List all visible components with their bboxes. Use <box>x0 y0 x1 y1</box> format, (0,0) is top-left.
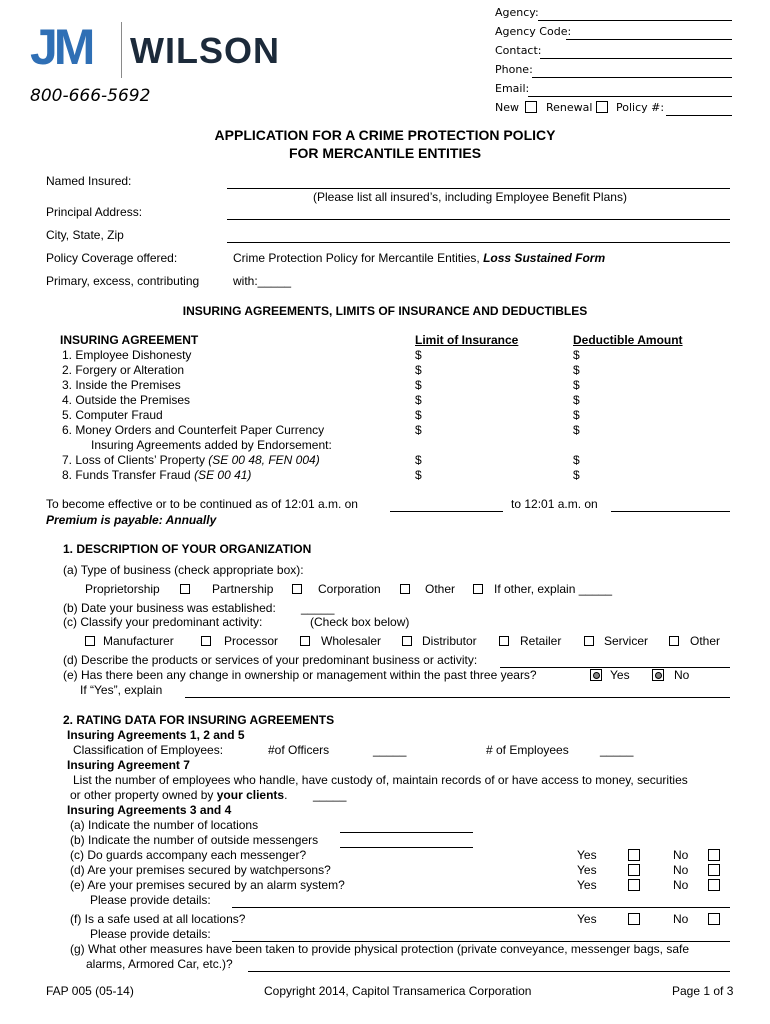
question-d-yes-label: Yes <box>577 863 597 877</box>
question-g-field[interactable] <box>248 971 730 972</box>
question-e-yes-checkbox[interactable] <box>628 879 640 891</box>
question-e-no-checkbox[interactable] <box>708 879 720 891</box>
new-checkbox[interactable] <box>525 101 537 113</box>
activity-other-checkbox[interactable] <box>669 636 679 646</box>
agreement-item-1: 1. Employee Dishonesty <box>62 348 192 362</box>
principal-address-field[interactable] <box>227 219 730 220</box>
new-label: New <box>495 101 519 114</box>
phone-label: Phone: <box>495 63 533 76</box>
footer-copyright: Copyright 2014, Capitol Transamerica Corporation <box>264 984 532 998</box>
agreement-item-3: 3. Inside the Premises <box>62 378 181 392</box>
officers-label: #of Officers <box>268 743 330 757</box>
question-g-line2: alarms, Armored Car, etc.)? <box>86 957 233 971</box>
section2-title: 2. RATING DATA FOR INSURING AGREEMENTS <box>63 713 335 727</box>
deductible-4[interactable]: $ <box>573 393 580 407</box>
limit-7[interactable]: $ <box>415 453 422 467</box>
question-d-no-checkbox[interactable] <box>708 864 720 876</box>
ownership-change-no-checkbox[interactable] <box>652 669 664 681</box>
question-f-details-label: Please provide details: <box>90 927 211 941</box>
business-type-other-checkbox[interactable] <box>473 584 483 594</box>
limit-3[interactable]: $ <box>415 378 422 392</box>
limit-5[interactable]: $ <box>415 408 422 422</box>
form-title-line1: APPLICATION FOR A CRIME PROTECTION POLICY <box>214 127 556 143</box>
logo-divider <box>121 22 122 78</box>
city-state-zip-label: City, State, Zip <box>46 228 124 242</box>
locations-field[interactable] <box>340 832 473 833</box>
policy-number-field[interactable] <box>666 115 732 116</box>
activity-retailer-checkbox[interactable] <box>499 636 509 646</box>
ia-7-text-line1: List the number of employees who handle, have custody of, maintain records of or have access to money, securities <box>73 773 688 787</box>
endorsement-note: Insuring Agreements added by Endorsement: <box>91 438 332 452</box>
insuring-section-title: INSURING AGREEMENTS, LIMITS OF INSURANCE AND DEDUCTIBLES <box>182 304 588 318</box>
question-f-yes-label: Yes <box>577 912 597 926</box>
agency-label: Agency: <box>495 6 539 19</box>
renewal-label: Renewal <box>546 101 593 114</box>
question-f-no-label: No <box>673 912 689 926</box>
agency-field[interactable] <box>538 20 732 21</box>
if-yes-explain-label: If “Yes”, explain <box>80 683 163 697</box>
ia-7-employees-field[interactable]: _____ <box>313 788 347 802</box>
business-type-corporation-label: Corporation <box>318 582 381 596</box>
ownership-change-yes-checkbox[interactable] <box>590 669 602 681</box>
question-c-no-label: No <box>673 848 689 862</box>
renewal-checkbox[interactable] <box>596 101 608 113</box>
section1-e: (e) Has there been any change in ownership or management within the past three years? <box>63 668 537 682</box>
business-type-other-label: Other <box>425 582 456 596</box>
limit-8[interactable]: $ <box>415 468 422 482</box>
question-d: (d) Are your premises secured by watchpersons? <box>70 863 331 877</box>
logo-jm: JM <box>30 19 92 75</box>
question-e-no-label: No <box>673 878 689 892</box>
activity-wholesaler-label: Wholesaler <box>321 634 382 648</box>
ownership-change-no-label: No <box>674 668 690 682</box>
question-e-details-field[interactable] <box>232 907 730 908</box>
activity-processor-label: Processor <box>224 634 279 648</box>
ia-7-heading: Insuring Agreement 7 <box>67 758 190 772</box>
footer-form-code: FAP 005 (05-14) <box>46 984 134 998</box>
deductible-1[interactable]: $ <box>573 348 580 362</box>
phone-field[interactable] <box>532 77 732 78</box>
contact-label: Contact: <box>495 44 542 57</box>
form-title-line2: FOR MERCANTILE ENTITIES <box>288 145 482 161</box>
activity-manufacturer-checkbox[interactable] <box>85 636 95 646</box>
question-f: (f) Is a safe used at all locations? <box>70 912 246 926</box>
named-insured-field[interactable] <box>227 188 730 189</box>
question-e-yes-label: Yes <box>577 878 597 892</box>
section1-c: (c) Classify your predominant activity: <box>63 615 263 629</box>
question-g-line1: (g) What other measures have been taken to provide physical protection (private conveyance, messenger bags, safe <box>70 942 690 956</box>
classification-label: Classification of Employees: <box>73 743 224 757</box>
question-a: (a) Indicate the number of locations <box>70 818 259 832</box>
employees-field[interactable]: _____ <box>600 743 634 757</box>
email-label: Email: <box>495 82 530 95</box>
limit-2[interactable]: $ <box>415 363 422 377</box>
header-phone: 800-666-5692 <box>30 86 151 106</box>
agreement-item-8: 8. Funds Transfer Fraud (SE 00 41) <box>62 468 252 482</box>
limit-4[interactable]: $ <box>415 393 422 407</box>
primary-excess-value[interactable]: with:_____ <box>233 274 292 288</box>
employees-label: # of Employees <box>486 743 569 757</box>
agreement-item-6: 6. Money Orders and Counterfeit Paper Currency <box>62 423 325 437</box>
activity-wholesaler-checkbox[interactable] <box>300 636 310 646</box>
activity-servicer-checkbox[interactable] <box>584 636 594 646</box>
effective-from-field[interactable] <box>390 511 503 512</box>
question-e-details-label: Please provide details: <box>90 893 211 907</box>
ia-1-2-5-heading: Insuring Agreements 1, 2 and 5 <box>67 728 245 742</box>
activity-distributor-checkbox[interactable] <box>402 636 412 646</box>
business-type-other-explain[interactable]: If other, explain _____ <box>494 582 613 596</box>
effective-to-label: to 12:01 a.m. on <box>511 497 598 511</box>
primary-excess-label: Primary, excess, contributing <box>46 274 200 288</box>
limit-1[interactable]: $ <box>415 348 422 362</box>
logo-wilson: WILSON <box>130 30 280 71</box>
activity-other-label: Other <box>690 634 721 648</box>
question-c-yes-checkbox[interactable] <box>628 849 640 861</box>
business-type-partnership-checkbox[interactable] <box>292 584 302 594</box>
question-b: (b) Indicate the number of outside messengers <box>70 833 319 847</box>
limit-6[interactable]: $ <box>415 423 422 437</box>
business-type-corporation-checkbox[interactable] <box>400 584 410 594</box>
agreement-item-2: 2. Forgery or Alteration <box>62 363 185 377</box>
section1-c-note: (Check box below) <box>310 615 410 629</box>
city-state-zip-field[interactable] <box>227 242 730 243</box>
premium-payable: Premium is payable: Annually <box>46 513 217 527</box>
col-insuring-agreement: INSURING AGREEMENT <box>60 333 199 347</box>
date-established-field[interactable]: _____ <box>301 601 335 615</box>
section1-d: (d) Describe the products or services of your predominant business or activity: <box>63 653 478 667</box>
messengers-field[interactable] <box>340 847 473 848</box>
col-limit-of-insurance: Limit of Insurance <box>415 333 519 347</box>
agency-code-label: Agency Code: <box>495 25 572 38</box>
agreement-item-4: 4. Outside the Premises <box>62 393 191 407</box>
deductible-2[interactable]: $ <box>573 363 580 377</box>
deductible-6[interactable]: $ <box>573 423 580 437</box>
question-c-yes-label: Yes <box>577 848 597 862</box>
policy-coverage-label: Policy Coverage offered: <box>46 251 178 265</box>
question-c-no-checkbox[interactable] <box>708 849 720 861</box>
effective-to-field[interactable] <box>611 511 730 512</box>
deductible-8[interactable]: $ <box>573 468 580 482</box>
col-deductible-amount: Deductible Amount <box>573 333 683 347</box>
activity-servicer-label: Servicer <box>604 634 649 648</box>
named-insured-label: Named Insured: <box>46 174 132 188</box>
agency-code-field[interactable] <box>566 39 732 40</box>
question-c: (c) Do guards accompany each messenger? <box>70 848 307 862</box>
email-field[interactable] <box>528 96 732 97</box>
business-type-proprietorship-label: Proprietorship <box>85 582 160 596</box>
question-f-yes-checkbox[interactable] <box>628 913 640 925</box>
named-insured-note: (Please list all insured’s, including Employee Benefit Plans) <box>313 190 627 204</box>
activity-processor-checkbox[interactable] <box>201 636 211 646</box>
agreement-item-5: 5. Computer Fraud <box>62 408 163 422</box>
question-d-yes-checkbox[interactable] <box>628 864 640 876</box>
officers-field[interactable]: _____ <box>373 743 407 757</box>
ownership-change-yes-label: Yes <box>610 668 630 682</box>
effective-label: To become effective or to be continued as of 12:01 a.m. on <box>46 497 358 511</box>
footer-page-number: Page 1 of 3 <box>672 984 734 998</box>
principal-address-label: Principal Address: <box>46 205 143 219</box>
section1-b: (b) Date your business was established: <box>63 601 276 615</box>
if-yes-explain-field[interactable] <box>185 697 730 698</box>
contact-field[interactable] <box>540 58 732 59</box>
deductible-7[interactable]: $ <box>573 453 580 467</box>
section1-a: (a) Type of business (check appropriate box): <box>63 563 304 577</box>
deductible-5[interactable]: $ <box>573 408 580 422</box>
business-type-partnership-label: Partnership <box>212 582 274 596</box>
activity-retailer-label: Retailer <box>520 634 562 648</box>
activity-manufacturer-label: Manufacturer <box>103 634 174 648</box>
question-d-no-label: No <box>673 863 689 877</box>
business-type-proprietorship-checkbox[interactable] <box>180 584 190 594</box>
section1-title: 1. DESCRIPTION OF YOUR ORGANIZATION <box>63 542 312 556</box>
question-e: (e) Are your premises secured by an alarm system? <box>70 878 345 892</box>
policy-coverage-value: Crime Protection Policy for Mercantile Entities, Loss Sustained Form <box>233 251 606 265</box>
question-f-no-checkbox[interactable] <box>708 913 720 925</box>
deductible-3[interactable]: $ <box>573 378 580 392</box>
activity-distributor-label: Distributor <box>422 634 477 648</box>
agreement-item-7: 7. Loss of Clients’ Property (SE 00 48, FEN 004) <box>62 453 320 467</box>
ia-3-4-heading: Insuring Agreements 3 and 4 <box>67 803 232 817</box>
ia-7-text-line2: or other property owned by your clients. <box>70 788 288 802</box>
policy-number-label: Policy #: <box>616 101 665 114</box>
